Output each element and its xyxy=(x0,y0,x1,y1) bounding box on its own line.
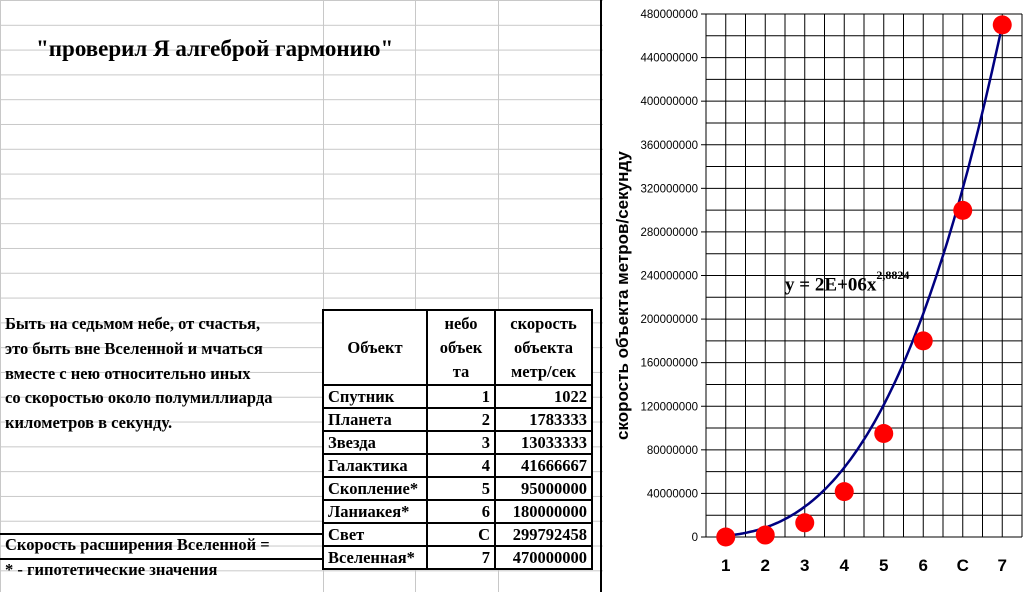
expansion-label: Скорость расширения Вселенной = xyxy=(5,535,270,554)
cell-speed: 1022 xyxy=(495,385,592,408)
note-line: со скоростью около полумиллиарда xyxy=(5,388,273,408)
y-tick-label: 280000000 xyxy=(640,226,698,239)
y-tick-label: 440000000 xyxy=(640,52,698,65)
cell-heaven: 2 xyxy=(427,408,495,431)
data-point xyxy=(756,526,775,545)
trendline-formula: y = 2E+06x xyxy=(785,274,877,296)
x-tick-label: 4 xyxy=(839,556,849,575)
x-tick-label: C xyxy=(956,556,969,575)
cell-object: Свет xyxy=(323,523,427,546)
cell-speed: 180000000 xyxy=(495,500,592,523)
x-tick-label: 6 xyxy=(918,556,928,575)
cell-speed: 95000000 xyxy=(495,477,592,500)
x-tick-label: 2 xyxy=(760,556,770,575)
cell-heaven: 7 xyxy=(427,546,495,569)
data-point xyxy=(993,15,1012,34)
cell-object: Ланиакея* xyxy=(323,500,427,523)
x-tick-label: 5 xyxy=(879,556,889,575)
header-object: Объект xyxy=(323,310,427,385)
y-tick-label: 120000000 xyxy=(640,401,698,414)
x-tick-label: 3 xyxy=(800,556,810,575)
data-point xyxy=(716,527,735,546)
trendline-exponent: 2,8824 xyxy=(876,268,910,282)
cell-heaven: 3 xyxy=(427,431,495,454)
hypothetical-note: * - гипотетические значения xyxy=(5,560,218,579)
y-tick-label: 40000000 xyxy=(646,488,698,501)
y-tick-label: 400000000 xyxy=(640,96,698,109)
y-axis-label: скорость объекта метров/секунду xyxy=(613,151,632,440)
cell-heaven: 4 xyxy=(427,454,495,477)
y-tick-label: 240000000 xyxy=(640,270,698,283)
y-tick-label: 200000000 xyxy=(640,314,698,327)
header-speed: скорость объекта метр/сек xyxy=(495,310,592,385)
header-heaven: небо объек та xyxy=(427,310,495,385)
cell-speed: 41666667 xyxy=(495,454,592,477)
x-tick-label: 1 xyxy=(721,556,731,575)
trendline-equation xyxy=(785,268,910,296)
y-tick-label: 360000000 xyxy=(640,139,698,152)
sheet-title: "проверил Я алгеброй гармонию" xyxy=(36,36,394,61)
cell-heaven: 5 xyxy=(427,477,495,500)
data-point xyxy=(795,513,814,532)
data-point xyxy=(914,331,933,350)
x-tick-label: 7 xyxy=(997,556,1007,575)
y-tick-label: 80000000 xyxy=(646,444,698,457)
cell-object: Планета xyxy=(323,408,427,431)
data-point xyxy=(874,424,893,443)
cell-object: Спутник xyxy=(323,385,427,408)
cell-heaven: C xyxy=(427,523,495,546)
cell-object: Звезда xyxy=(323,431,427,454)
y-tick-label: 160000000 xyxy=(640,357,698,370)
cell-speed: 470000000 xyxy=(495,546,592,569)
cell-object: Галактика xyxy=(323,454,427,477)
cell-speed: 299792458 xyxy=(495,523,592,546)
note-line: вместе с нею относительно иных xyxy=(5,363,251,383)
cell-speed: 13033333 xyxy=(495,431,592,454)
y-tick-label: 0 xyxy=(691,532,698,544)
cell-object: Скопление* xyxy=(323,477,427,500)
note-line: Быть на седьмом небе, от счастья, xyxy=(5,314,261,333)
y-tick-label: 480000000 xyxy=(640,9,698,21)
data-point xyxy=(953,201,972,220)
data-point xyxy=(835,482,854,501)
note-line: километров в секунду. xyxy=(5,413,173,433)
cell-heaven: 6 xyxy=(427,500,495,523)
cell-heaven: 1 xyxy=(427,385,495,408)
cell-speed: 1783333 xyxy=(495,408,592,431)
note-line: это быть вне Вселенной и мчаться xyxy=(5,338,263,358)
y-tick-label: 320000000 xyxy=(640,183,698,196)
cell-object: Вселенная* xyxy=(323,546,427,569)
